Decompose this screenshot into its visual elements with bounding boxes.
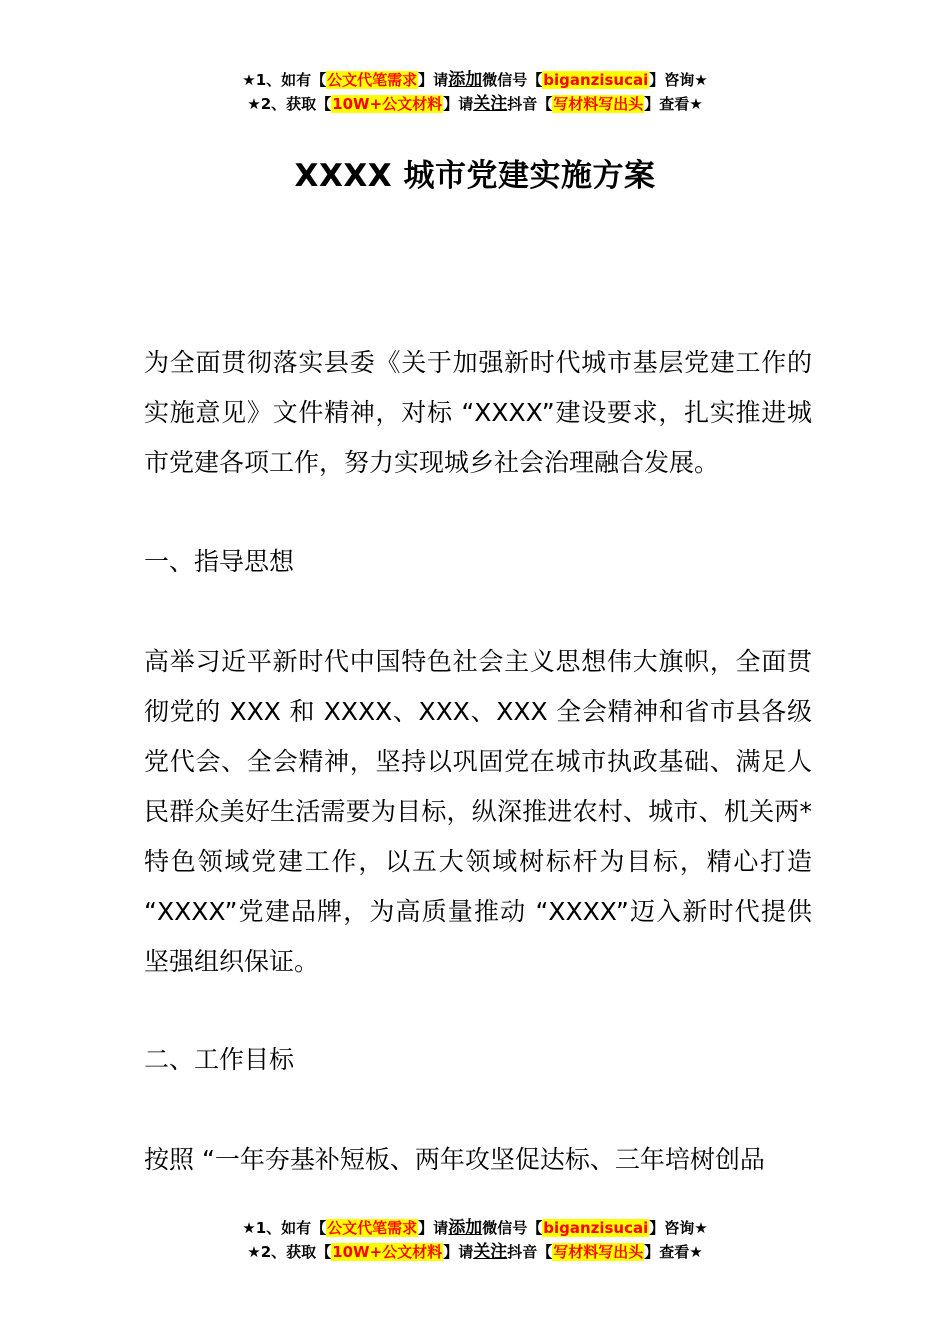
banner-underlined: 添加 xyxy=(448,70,483,90)
bottom-banner xyxy=(0,1216,950,1264)
section-heading-work-goals: 二、工作目标 xyxy=(144,1045,295,1074)
section-heading-guiding-ideology: 一、指导思想 xyxy=(144,547,295,576)
banner-wechat-id: biganzisucai xyxy=(543,1219,649,1237)
banner-underlined: 关注 xyxy=(473,94,508,114)
guiding-ideology-paragraph: 高举习近平新时代中国特色社会主义思想伟大旗帜，全面贯彻党的 XXX 和 XXXX、XXX、XXX 全会精神和省市县各级党代会、全会精神，坚持以巩固党在城市执政基础、满足人民群众美好生活需要为目标，纵深推进农村、城市、机关两*特色领域党建工作，以五大领域树标杆为目标，精心打造 “XXXX”党建品牌，为高质量推动 “XXXX”迈入新时代提供坚强组织保证。 xyxy=(144,647,812,976)
banner-text: 】咨询★ xyxy=(649,71,708,89)
banner-text: 】查看★ xyxy=(644,1243,703,1261)
banner-highlight: 10W+公文材料 xyxy=(332,95,443,113)
banner-underlined: 关注 xyxy=(473,1242,508,1262)
banner-text: 】请 xyxy=(443,95,474,113)
banner-highlight: 公文代笔需求 xyxy=(327,1219,418,1237)
work-goals-paragraph: 按照 “一年夯基补短板、两年攻坚促达标、三年培树创品 xyxy=(144,1145,765,1174)
banner-underlined: 添加 xyxy=(448,1218,483,1238)
document-title: XXXX 城市党建实施方案 xyxy=(294,158,656,194)
banner-line-1 xyxy=(0,68,950,92)
banner-text: 微信号【 xyxy=(482,1219,543,1237)
banner-text: ★2、获取【 xyxy=(247,1243,332,1261)
banner-text: 】请 xyxy=(418,1219,449,1237)
banner-highlight: 公文代笔需求 xyxy=(327,71,418,89)
banner-douyin-id: 写材料写出头 xyxy=(553,95,644,113)
banner-text: 抖音【 xyxy=(507,1243,553,1261)
banner-text: 微信号【 xyxy=(482,71,543,89)
intro-paragraph: 为全面贯彻落实县委《关于加强新时代城市基层党建工作的实施意见》文件精神，对标 “XXXX”建设要求，扎实推进城市党建各项工作，努力实现城乡社会治理融合发展。 xyxy=(144,348,812,477)
banner-text: 】咨询★ xyxy=(649,1219,708,1237)
banner-text: 抖音【 xyxy=(507,95,553,113)
banner-line-2 xyxy=(0,92,950,116)
banner-line-1 xyxy=(0,1216,950,1240)
banner-text: 】请 xyxy=(443,1243,474,1261)
banner-douyin-id: 写材料写出头 xyxy=(553,1243,644,1261)
banner-text: ★2、获取【 xyxy=(247,95,332,113)
banner-wechat-id: biganzisucai xyxy=(543,71,649,89)
banner-text: 】请 xyxy=(418,71,449,89)
banner-line-2 xyxy=(0,1240,950,1264)
banner-highlight: 10W+公文材料 xyxy=(332,1243,443,1261)
banner-text: ★1、如有【 xyxy=(242,1219,327,1237)
top-banner xyxy=(0,68,950,116)
banner-text: 】查看★ xyxy=(644,95,703,113)
banner-text: ★1、如有【 xyxy=(242,71,327,89)
